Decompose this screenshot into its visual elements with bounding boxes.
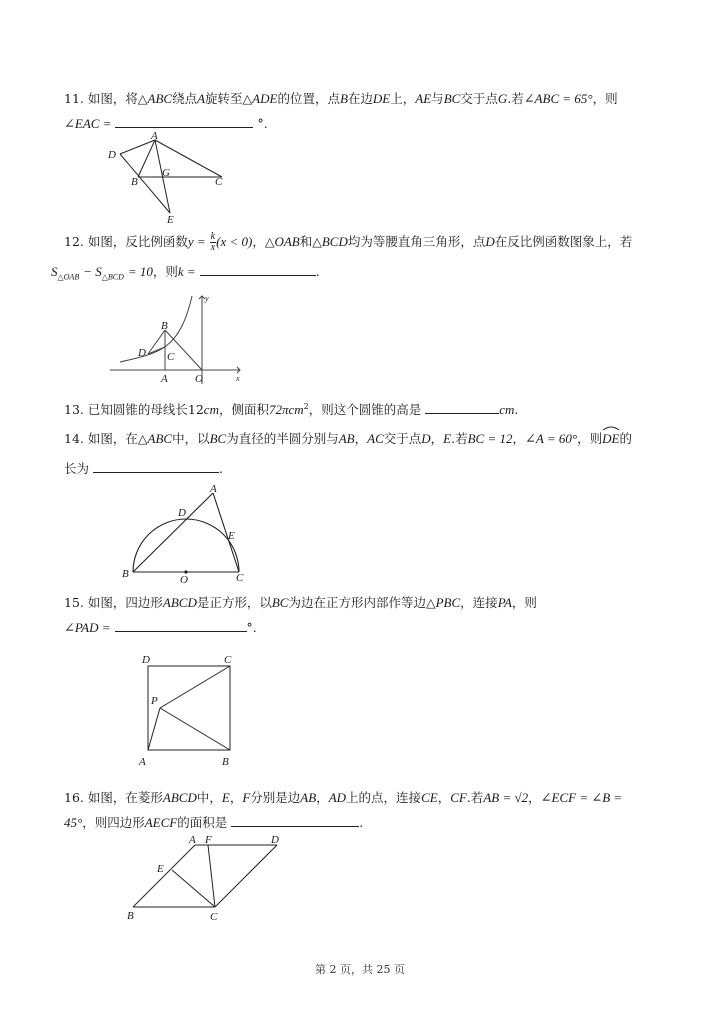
q14-math: BC (209, 431, 227, 446)
q14-line-1 (64, 429, 664, 449)
footer-text: 第 (315, 963, 326, 976)
q12-math: S (51, 264, 58, 279)
q13-answer-blank[interactable] (425, 399, 499, 414)
q11-math: AE (415, 91, 432, 106)
question-11 (64, 89, 664, 134)
q14-line-2 (64, 458, 664, 479)
q14-text: ，则 (577, 431, 603, 446)
q12-math: D (485, 234, 495, 249)
q11-math: A (197, 91, 206, 106)
q11-math: ABC (147, 91, 173, 106)
q12-label-a: A (161, 373, 168, 385)
q15-line-1 (64, 593, 664, 613)
q11-number: 11. (64, 91, 84, 106)
q11-text: 如图，将△ (87, 91, 148, 106)
q12-text: 如图，反比例函数 (87, 234, 188, 249)
q16-math: AB = √2 (483, 790, 529, 805)
question-13 (64, 397, 664, 420)
q12-sub: △OAB (57, 272, 80, 282)
q11-math: DE (372, 91, 391, 106)
q11-math: ∠EAC = (64, 116, 112, 131)
page-number: 2 (329, 963, 337, 976)
q13-math: 72πcm (268, 402, 304, 418)
q11-math: ∠ABC = 65° (523, 91, 593, 106)
q12-label-x: x (236, 374, 240, 383)
q13-text: ，则这个圆锥的高是 (308, 402, 422, 418)
q15-label-a: A (139, 756, 146, 768)
q12-math: (x < 0) (216, 234, 253, 249)
q11-label-a: A (151, 130, 158, 142)
q13-line-1 (64, 397, 664, 420)
q11-math: G (497, 91, 508, 106)
q16-number: 16. (64, 790, 84, 805)
q15-math: ABCD (162, 595, 197, 610)
q13-unit: cm (499, 402, 515, 418)
q16-text: ，则四边形 (82, 815, 145, 830)
q16-math: 45° (64, 815, 83, 830)
q12-frac-den: x (210, 242, 216, 253)
page-total: 25 (376, 963, 391, 976)
q11-label-c: C (215, 176, 223, 188)
q16-label-f: F (205, 834, 212, 846)
q12-math: OAB (274, 234, 300, 249)
q16-math: E (221, 790, 230, 805)
q16-math: ∠ECF = ∠B = (540, 790, 623, 805)
q11-math: B (339, 91, 348, 106)
q16-math: AD (328, 790, 347, 805)
q16-figure (120, 830, 290, 922)
footer-text: 页，共 (340, 963, 373, 976)
q12-text: ，△ (252, 234, 275, 249)
q15-text: ，则 (511, 595, 537, 610)
page-footer (0, 961, 720, 977)
q16-text: 的面积是 (177, 815, 228, 830)
q14-text: 长为 (64, 461, 90, 476)
q12-frac-num: k (210, 231, 216, 242)
q12-math: − S (83, 264, 102, 279)
q15-tail: °. (246, 620, 257, 635)
q14-math: AB (338, 431, 355, 446)
q12-math: y = (187, 234, 206, 249)
q16-text: 上的点，连接 (346, 790, 422, 805)
q12-math: k = (177, 264, 196, 279)
q12-answer-blank[interactable] (200, 261, 316, 276)
q14-text: .若 (451, 431, 468, 446)
q11-text: .若 (507, 91, 524, 106)
q16-answer-blank[interactable] (231, 812, 359, 827)
q12-math: BCD (321, 234, 348, 249)
q15-answer-blank[interactable] (115, 617, 247, 632)
q16-text: ， (528, 790, 541, 805)
q15-label-p: P (151, 695, 158, 707)
q12-label-b: B (161, 320, 168, 332)
q16-text: 中， (196, 790, 222, 805)
q14-arc-label: DE (602, 431, 620, 446)
q11-text: 的位置，点 (277, 91, 340, 106)
q11-text: 在边 (347, 91, 373, 106)
q16-line-1 (64, 788, 664, 808)
q11-label-g: G (162, 167, 170, 179)
question-14 (64, 429, 664, 479)
q14-math: D (421, 431, 431, 446)
q12-label-c: C (167, 351, 175, 363)
q16-label-a: A (189, 834, 196, 846)
q16-label-e: E (157, 863, 164, 875)
q12-label-y: y (205, 294, 209, 303)
q15-label-c: C (224, 654, 232, 666)
q13-sup: 2 (303, 402, 309, 411)
q11-label-b: B (131, 176, 138, 188)
q11-line-1 (64, 89, 664, 109)
q12-label-d: D (138, 347, 146, 359)
question-12 (51, 231, 664, 288)
q13-value: 12 (187, 402, 204, 418)
q11-text: 旋转至△ (205, 91, 253, 106)
q14-text: 中，以 (172, 431, 210, 446)
q11-text: 上， (390, 91, 416, 106)
q16-text: 如图，在菱形 (87, 790, 163, 805)
q14-math: ABC (147, 431, 173, 446)
q15-math: PBC (435, 595, 461, 610)
q15-math: BC (271, 595, 289, 610)
q15-text: 是正方形，以 (196, 595, 272, 610)
q16-text: .若 (466, 790, 484, 805)
q15-number: 15. (64, 595, 84, 610)
q14-tail: . (219, 461, 223, 476)
q15-math: ∠PAD = (64, 620, 111, 635)
q15-line-2 (64, 617, 664, 638)
q14-math: BC = 12 (467, 431, 513, 446)
question-15 (64, 593, 664, 638)
q14-math: AC (367, 431, 384, 446)
q12-tail: . (315, 264, 320, 279)
q15-math: PA (497, 595, 512, 610)
q14-number: 14. (64, 431, 84, 446)
q15-label-b: B (222, 756, 229, 768)
question-16 (64, 788, 664, 833)
q16-label-b: B (127, 910, 134, 922)
q14-label-b: B (122, 568, 129, 580)
q16-math: CE (421, 790, 438, 805)
q13-text: ，侧面积 (218, 402, 269, 418)
q11-label-e: E (167, 214, 174, 226)
q14-label-c: C (236, 572, 244, 584)
q14-label-e: E (228, 530, 235, 542)
q12-sub: △BCD (101, 272, 124, 282)
q14-text: ， (512, 431, 526, 446)
q12-figure (108, 292, 248, 387)
q14-text: 为直径的半圆分别与 (226, 431, 339, 446)
q11-text: 交于点 (460, 91, 498, 106)
q14-figure (120, 483, 250, 586)
q11-figure (100, 130, 240, 225)
q16-text: 分别是边 (250, 790, 301, 805)
q14-text: 如图，在△ (87, 431, 148, 446)
q13-text: 已知圆锥的母线长 (87, 402, 188, 418)
q16-text: ， (316, 790, 329, 805)
footer-text: 页 (394, 963, 405, 976)
q11-text: 与 (431, 91, 444, 106)
q14-math: ∠A = 60° (525, 431, 578, 446)
q14-math: E (443, 431, 452, 446)
q12-math: = 10 (127, 264, 153, 279)
q11-text: 绕点 (172, 91, 198, 106)
q11-math: ADE (252, 91, 278, 106)
q11-text: ，则 (592, 91, 618, 106)
q14-text: 的 (619, 431, 632, 446)
q16-label-c: C (210, 911, 218, 923)
q12-text: 和△ (299, 234, 322, 249)
q16-label-d: D (271, 834, 279, 846)
q12-text: 在反比例函数图象上，若 (494, 234, 633, 249)
q11-tail: °. (257, 116, 268, 131)
q16-math: CF (450, 790, 467, 805)
q14-label-o: O (180, 574, 188, 586)
q12-line-1 (64, 232, 664, 253)
q16-text: ， (437, 790, 451, 805)
q12-number: 12. (64, 234, 84, 249)
q12-text: 均为等腰直角三角形，点 (347, 234, 486, 249)
q14-label-d: D (178, 507, 186, 519)
q12-label-o: O (195, 373, 203, 385)
q14-answer-blank[interactable] (93, 458, 219, 473)
q16-math: AECF (144, 815, 178, 830)
q13-tail: . (514, 402, 519, 418)
q15-text: 为边在正方形内部作等边△ (288, 595, 436, 610)
q16-math: ABCD (162, 790, 197, 805)
q15-label-d: D (142, 654, 150, 666)
q12-line-2 (51, 261, 664, 288)
arc-icon (602, 426, 620, 431)
q13-number: 13. (64, 402, 84, 418)
q12-text: ，则 (152, 264, 178, 279)
q14-text: 交于点 (383, 431, 422, 446)
q16-tail: . (359, 815, 364, 830)
q14-arc-de (602, 429, 619, 449)
q11-label-d: D (108, 149, 116, 161)
q15-text: 如图，四边形 (87, 595, 163, 610)
q11-answer-blank[interactable] (115, 113, 253, 128)
q16-text: ， (229, 790, 243, 805)
q11-math: BC (443, 91, 461, 106)
q13-unit: cm (203, 402, 219, 418)
q15-figure (130, 648, 245, 770)
q15-text: ，连接 (460, 595, 498, 610)
q16-math: AB (300, 790, 317, 805)
q14-label-a: A (210, 483, 217, 495)
q14-text: ， (354, 431, 368, 446)
q16-math: F (242, 790, 251, 805)
q14-text: ， (430, 431, 444, 446)
